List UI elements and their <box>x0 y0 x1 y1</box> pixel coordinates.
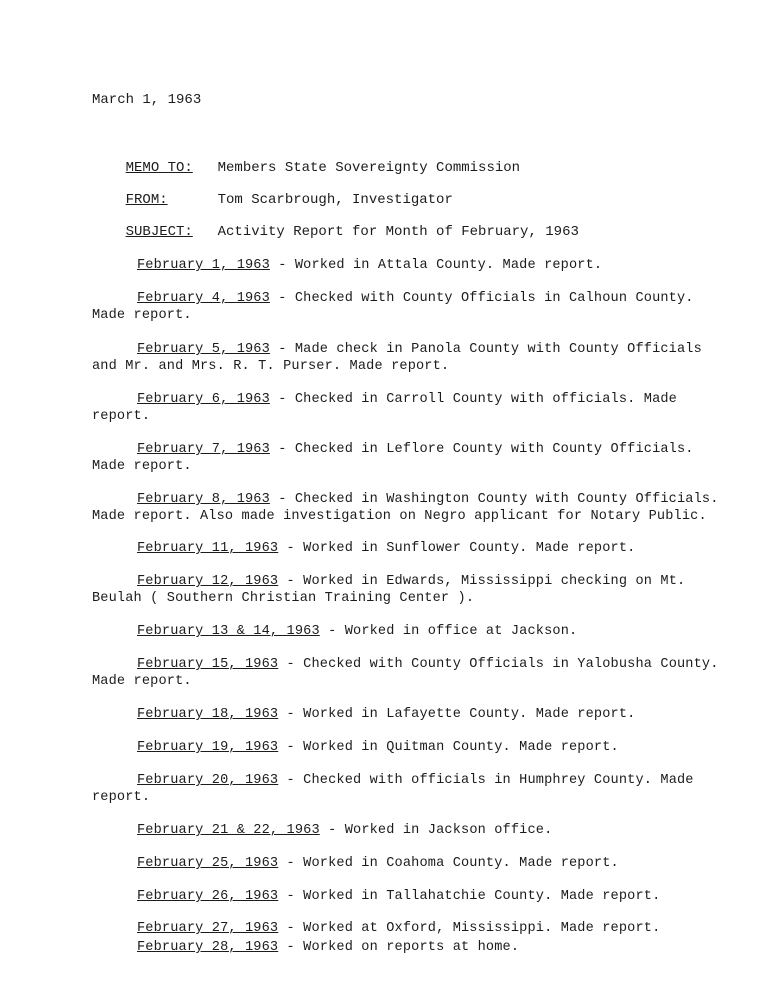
entry-date: February 26, 1963 <box>137 889 279 904</box>
entry-text: - Checked in Carroll County with officials. Made report. <box>92 392 677 424</box>
activity-entry <box>92 921 722 938</box>
activity-entry <box>92 442 722 475</box>
activity-entry <box>92 624 722 641</box>
entry-text: - Worked in Coahoma County. Made report. <box>278 856 619 871</box>
activity-entry <box>92 657 722 690</box>
subject-value: Activity Report for Month of February, 1963 <box>217 224 579 240</box>
entry-text: - Checked with County Officials in Yalobusha County. Made report. <box>92 657 719 689</box>
entry-date: February 15, 1963 <box>137 657 279 672</box>
entry-date: February 11, 1963 <box>137 541 279 556</box>
activity-entry <box>92 541 722 558</box>
entry-date: February 21 & 22, 1963 <box>137 823 320 838</box>
activity-entry <box>92 574 722 607</box>
entry-date: February 20, 1963 <box>137 773 279 788</box>
entry-text: - Worked in Attala County. Made report. <box>269 258 603 273</box>
activity-entry <box>92 856 722 873</box>
entry-text: - Worked in Jackson office. <box>319 823 553 838</box>
entry-text: - Worked at Oxford, Mississippi. Made report. <box>278 921 661 936</box>
subject-row <box>92 208 579 256</box>
entry-date: February 28, 1963 <box>137 940 279 955</box>
entry-date: February 19, 1963 <box>137 740 279 755</box>
entry-text: - Worked in Tallahatchie County. Made report. <box>278 889 661 904</box>
activity-entry <box>92 258 722 275</box>
activity-entry <box>92 823 722 840</box>
activity-entry <box>92 889 722 906</box>
entry-text: - Checked with officials in Humphrey County. Made report. <box>92 773 694 805</box>
entry-date: February 13 & 14, 1963 <box>137 624 320 639</box>
entry-text: - Worked in Lafayette County. Made report. <box>278 707 636 722</box>
activity-entry <box>92 492 722 525</box>
entry-date: February 25, 1963 <box>137 856 279 871</box>
activity-entry <box>92 707 722 724</box>
entry-date: February 1, 1963 <box>137 258 270 273</box>
activity-entry <box>92 392 722 425</box>
entry-date: February 18, 1963 <box>137 707 279 722</box>
entry-date: February 7, 1963 <box>137 442 270 457</box>
entry-date: February 4, 1963 <box>137 291 270 306</box>
memo-to-value: Members State Sovereignty Commission <box>217 160 521 176</box>
entry-text: - Worked in Sunflower County. Made report. <box>278 541 636 556</box>
entry-date: February 6, 1963 <box>137 392 270 407</box>
activity-entry <box>92 342 722 375</box>
activity-entry <box>92 940 722 957</box>
activity-entry <box>92 740 722 757</box>
entry-text: - Checked with County Officials in Calhoun County. Made report. <box>92 291 694 323</box>
entry-text: - Made check in Panola County with County Officials and Mr. and Mrs. R. T. Purser. Made report. <box>92 342 702 374</box>
entry-text: - Worked in Edwards, Mississippi checking on Mt. Beulah ( Southern Christian Training Center ). <box>92 574 686 606</box>
entry-text: - Checked in Leflore County with County Officials. Made report. <box>92 442 694 474</box>
entry-text: - Worked in Quitman County. Made report. <box>278 740 619 755</box>
entry-text: - Worked in office at Jackson. <box>319 624 578 639</box>
activity-entry <box>92 291 722 324</box>
entry-date: February 8, 1963 <box>137 492 270 507</box>
subject-label: SUBJECT: <box>125 224 193 240</box>
memo-to-label: MEMO TO: <box>125 160 193 176</box>
activity-entry <box>92 773 722 806</box>
from-label: FROM: <box>125 192 168 208</box>
entry-text: - Worked on reports at home. <box>278 940 520 955</box>
entry-date: February 27, 1963 <box>137 921 279 936</box>
entry-date: February 5, 1963 <box>137 342 270 357</box>
memo-date: March 1, 1963 <box>92 92 202 108</box>
from-value: Tom Scarbrough, Investigator <box>217 192 453 208</box>
entry-date: February 12, 1963 <box>137 574 279 589</box>
entry-text: - Checked in Washington County with County Officials. Made report. Also made investigation on Negro applicant for Notary Public. <box>92 492 719 524</box>
